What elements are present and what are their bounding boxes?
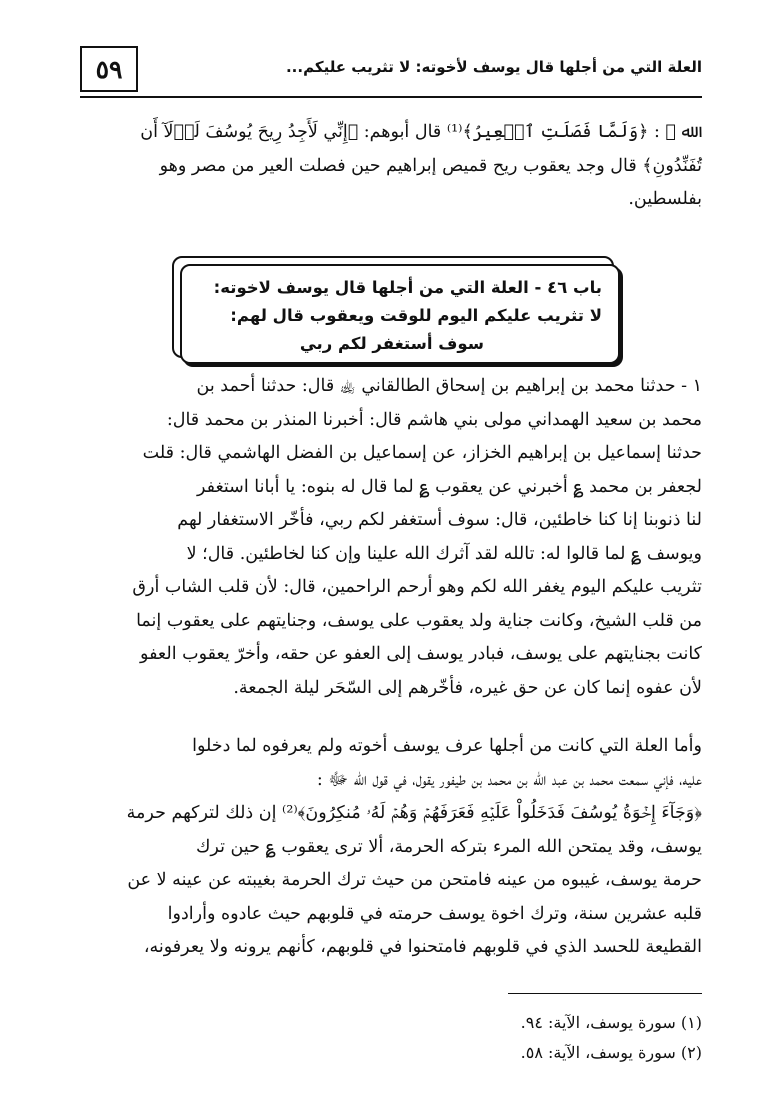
chapter-heading-frame — [172, 256, 614, 358]
paragraph-line: وأما العلة التي كانت من أجلها عرف يوسف أخوته ولم يعرفوه لما دخلوا — [192, 736, 702, 756]
footnote-2: (٢) سورة يوسف، الآية: ٥٨. — [520, 1043, 702, 1062]
running-title: العلة التي من أجلها قال يوسف لأخوته: لا تثريب عليكم... — [285, 58, 702, 76]
chapter-heading — [180, 264, 620, 364]
hadith-line: لأن عفوه إنما كان عن حق غيره، فأخّرهم إلى السّحَر ليلة الجمعة. — [233, 677, 702, 698]
page-number-box — [80, 46, 138, 92]
paragraph-line: قلبه عشرين سنة، وترك اخوة يوسف حرمته في قلوبهم حيث عادوه وأرادوا — [167, 903, 702, 924]
intro-line: تُفَنِّدُونِ﴾ قال وجد يعقوب ريح قميص إبراهيم حين فصلت العير من مصر وهو — [159, 155, 702, 176]
hadith-line: من قلب الشيخ، وكانت جناية ولد يعقوب على يوسف، وجنايتهم على يعقوب إنما — [136, 610, 702, 631]
hadith-paragraph — [80, 370, 702, 705]
paragraph-line: القطيعة للحسد الذي في قلوبهم فامتحنوا في قلوبهم، كأنهم يرونه ولا يعرفونه، — [143, 937, 702, 957]
hadith-line: حدثنا إسماعيل بن إبراهيم الخزاز، عن إسماعيل بن الفضل الهاشمي قال: قلت — [142, 443, 702, 463]
page-number: ٥٩ — [95, 54, 123, 84]
hadith-line: محمد بن سعيد الهمداني مولى بني هاشم قال: أخبرنا المنذر بن محمد قال: — [166, 409, 702, 430]
footnote-divider — [508, 993, 702, 994]
intro-paragraph — [80, 116, 702, 217]
paragraph-line: ﴿وَجَآءَ إِخۡوَةُ يُوسُفَ فَدَخَلُواْ عَلَيۡهِ فَعَرَفَهُمۡ وَهُمۡ لَهُۥ مُنكِرُونَ﴾⁽²⁾ إن ذلك لتركهم حرمة — [126, 803, 702, 823]
chapter-heading-line: باب ٤٦ - العلة التي من أجلها قال يوسف لاخوته: — [213, 278, 602, 297]
second-paragraph — [80, 730, 702, 965]
hadith-line: كانت بجنايتهم على يوسف، فبادر يوسف إلى العفو عن حقه، وأخرّ يعقوب العفو — [140, 644, 702, 664]
chapter-heading-line: لا تثريب عليكم اليوم للوقت ويعقوب قال لهم: — [230, 306, 602, 325]
intro-line: الله ﷻ : ﴿وَلَمَّا فَصَلَتِ ٱلۡعِيرُ﴾⁽¹⁾ قال أبوهم: ﴿إِنِّي لَأَجِدُ رِيحَ يُوسُفَ لَوۡلَآ أَن — [140, 122, 702, 142]
hadith-line: ١ - حدثنا محمد بن إبراهيم بن إسحاق الطالقاني ﵀ قال: حدثنا أحمد بن — [196, 376, 702, 396]
paragraph-line: يوسف، وقد يمتحن الله المرء بتركه الحرمة، ألا ترى يعقوب ؏ حين ترك — [196, 836, 702, 857]
hadith-line: تثريب عليكم اليوم يغفر الله لكم وهو أرحم الراحمين، قال: لأن قلب الشاب أرق — [132, 577, 702, 597]
page-header — [80, 46, 702, 98]
footnote-1: (١) سورة يوسف، الآية: ٩٤. — [520, 1013, 702, 1032]
hadith-line: لنا ذنوبنا إنا كنا خاطئين، قال: سوف أستغفر لكم ربي، فأخّر الاستغفار لهم — [177, 510, 702, 530]
paragraph-line: حرمة يوسف، غيبوه من عينه فامتحن من حيث ترك الحرمة بغيبته عن عينه لا عن — [127, 870, 702, 890]
chapter-heading-line: سوف أستغفر لكم ربي — [299, 334, 484, 353]
intro-line: بفلسطين. — [628, 189, 702, 209]
hadith-line: ويوسف ؏ لما قالوا له: تالله لقد آثرك الله علينا وإن كنا لخاطئين. قال؛ لا — [186, 543, 702, 564]
hadith-line: لجعفر بن محمد ؏ أخبرني عن يعقوب ؏ لما قال له بنوه: يا أبانا استغفر — [196, 476, 702, 497]
paragraph-line: عليه، فإني سمعت محمد بن عبد الله بن محمد بن طيفور يقول، في قول الله ﷻ : — [316, 769, 702, 790]
